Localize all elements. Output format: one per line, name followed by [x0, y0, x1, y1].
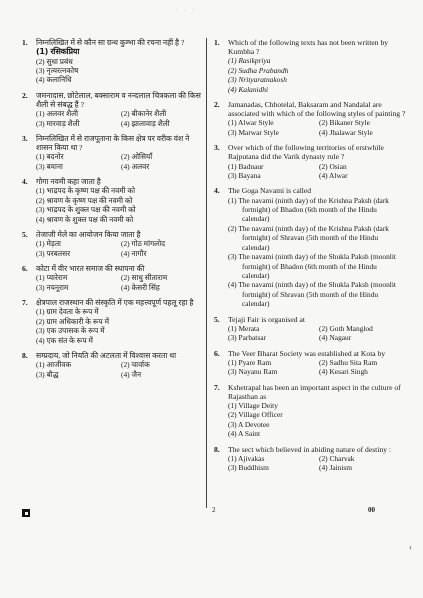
option-2: (2) गोठ मांगलोद	[121, 239, 166, 249]
option-4: (4) जैन	[121, 369, 142, 379]
options	[228, 196, 406, 309]
option-3: (3) मारवाड़ शैली	[36, 118, 80, 128]
booklet-code: 00	[368, 506, 375, 514]
question-text: The Veer Bharat Society was established at Kota by	[228, 348, 386, 358]
question-text: निम्नलिखित में से राजपूताना के किस क्षेत्र पर वरीक वंश ने शासन किया था ?	[36, 134, 190, 153]
option-4: (4) अलवर	[121, 161, 150, 171]
question-number: 7.	[214, 382, 220, 392]
options	[228, 118, 406, 137]
option-3: (3) एक उपासक के रूप में	[36, 326, 105, 336]
question-text: जमनादास, छोटेलाल, बक्साराम व नन्दलाल चित्रकला की किस शैली से संबद्ध हैं ?	[36, 90, 201, 110]
question-number: 4.	[214, 186, 220, 196]
options	[36, 273, 202, 292]
option-2: (2) श्रावण के कृष्ण पक्ष की नवमी को	[36, 195, 133, 205]
option-3: (3) Nayanu Ram	[228, 367, 278, 377]
option-4: (4) Nagaur	[319, 333, 352, 343]
question-text: Over which of the following territories of erstwhile Rajputana did the Varik dynasty rule ?	[228, 143, 384, 162]
question-3-en	[214, 143, 406, 180]
options	[36, 109, 202, 128]
options	[228, 454, 406, 473]
option-1: (1) Merata	[228, 323, 260, 333]
question-number: 8.	[22, 350, 28, 360]
options	[228, 162, 406, 181]
registration-mark-icon	[22, 509, 30, 517]
option-1: (1) प्यारेराम	[36, 273, 68, 283]
question-number: 2.	[22, 90, 28, 100]
question-text: तेजाजी मेले का आयोजन किया जाता है	[36, 230, 141, 240]
question-text: Jamanadas, Chhotelal, Baksaram and Nandalal are associated with which of the following styles of painting ?	[228, 100, 406, 119]
option-1: (1) Alwar Style	[228, 118, 274, 128]
question-number: 7.	[22, 298, 28, 308]
option-4: (4) केसरी सिंह	[121, 282, 160, 292]
option-1: (1) बदनोर	[36, 152, 64, 162]
english-column	[214, 38, 406, 479]
question-number: 1.	[22, 38, 28, 47]
option-4: (4) The navami (ninth day) of the Shukla Paksh (moonlit fortnight) of Shravan (5th month of the Hindu calendar)	[228, 280, 396, 309]
question-4-hi	[22, 177, 202, 224]
options	[36, 307, 202, 345]
question-text: गोगा नवमी कहा जाता है	[36, 177, 101, 187]
question-5-en	[214, 315, 406, 343]
option-2: (2) ग्राम अधिकारी के रूप में	[36, 316, 110, 326]
option-1: (1) मेड़ता	[36, 239, 61, 249]
option-2: (2) ओसियाँ	[121, 152, 153, 162]
question-text: सम्प्रदाय, जो नियति की अटलता में विश्वास करता था	[36, 350, 177, 360]
option-3: (3) नृत्यरत्नकोष	[36, 66, 79, 76]
option-2: (2) Charvak	[319, 453, 355, 463]
options	[36, 47, 202, 85]
option-2: (2) सुधा प्रबंध	[36, 56, 73, 66]
options	[36, 360, 202, 379]
option-3: (3) बयाना	[36, 161, 63, 171]
option-3: (3) परबतसर	[36, 248, 71, 258]
top-marks: · · ·	[175, 6, 197, 15]
question-text: The sect which believed in abiding nature of destiny :	[228, 444, 392, 454]
question-6-hi	[22, 264, 202, 292]
option-2: (2) साधु सीताराम	[121, 273, 168, 283]
option-1: (1) आजीवक	[36, 360, 72, 370]
option-3: (3) Parbatsar	[228, 333, 266, 343]
question-2-hi	[22, 91, 202, 128]
question-7-hi	[22, 298, 202, 345]
option-3: (3) The navami (ninth day) of the Shukla Paksh (moonlit fortnight) of Bhadon (6th month of the Hindu calendar)	[228, 252, 396, 280]
options	[36, 152, 202, 171]
option-4: (4) कलानिधि	[36, 75, 72, 85]
question-2-en	[214, 100, 406, 137]
option-4: (4) झालावाड़ शैली	[121, 118, 170, 128]
question-text: क्षेत्रपाल राजस्थान की संस्कृति में एक महत्त्वपूर्ण पहलू रहा है	[36, 298, 194, 308]
question-number: 6.	[214, 348, 220, 358]
options	[228, 358, 406, 377]
question-text: The Goga Navami is called	[228, 186, 312, 196]
option-4: (4) Kesari Singh	[319, 367, 368, 377]
options	[228, 324, 406, 343]
option-3: (3) Marwar Style	[228, 127, 279, 137]
question-number: 5.	[22, 230, 28, 240]
option-3: (3) Buddhism	[228, 463, 269, 473]
option-2: (2) Osian	[319, 161, 347, 171]
hindi-column	[22, 38, 202, 385]
option-1: (1) Pyare Ram	[228, 357, 272, 367]
options	[36, 239, 202, 258]
option-2: (2) बीकानेर शैली	[121, 109, 167, 119]
question-text: कोटा में वीर भारत समाज की स्थापना की	[36, 264, 145, 274]
option-4: (4) Jhalawar Style	[319, 127, 373, 137]
option-1: (1) Ajivakas	[228, 453, 265, 463]
option-3: (3) Bayana	[228, 171, 261, 181]
option-4: (4) एक संत के रूप में	[36, 335, 93, 345]
page-number: 2	[212, 506, 216, 514]
question-8-en	[214, 445, 406, 473]
option-1: (1) Village Deity	[228, 400, 278, 410]
question-number: 6.	[22, 264, 28, 274]
question-text: Kshetrapal has been an important aspect in the culture of Rajasthan as	[228, 382, 401, 401]
question-5-hi	[22, 230, 202, 258]
option-3: (3) Nrityaratnakosh	[228, 75, 287, 85]
option-3: (3) A Devotee	[228, 419, 270, 429]
options	[228, 401, 406, 439]
question-7-en	[214, 383, 406, 439]
option-2: (2) Bikaner Style	[319, 118, 370, 128]
option-1: (1) Rasikpriya	[228, 56, 271, 66]
question-number: 3.	[214, 143, 220, 153]
option-4: (4) Jainism	[319, 463, 353, 473]
question-number: 1.	[214, 38, 220, 47]
question-8-hi	[22, 351, 202, 379]
question-number: 5.	[214, 314, 220, 324]
option-2: (2) Goth Manglod	[319, 323, 373, 333]
option-3: (3) बौद्ध	[36, 369, 59, 379]
question-1-en	[214, 38, 406, 94]
option-4: (4) A Saint	[228, 429, 261, 439]
option-2: (2) Sudha Prabandh	[228, 65, 289, 75]
question-text: निम्नलिखित में से कौन सा ग्रन्थ कुम्भा की रचना नहीं है ?	[36, 38, 185, 47]
option-1: (1) ग्राम देवता के रूप में	[36, 307, 99, 317]
option-1: (1) रसिकप्रिया	[36, 47, 80, 57]
option-3: (3) नयनूराम	[36, 282, 69, 292]
question-6-en	[214, 349, 406, 377]
option-2: (2) The navami (ninth day) of the Krishna Paksh (dark fortnight) of Shravan (5th month of the Hindu calendar)	[228, 223, 389, 252]
option-4: (4) Kalanidhi	[228, 84, 269, 94]
corner-tick: ‹	[409, 542, 412, 552]
option-4: (4) नागौर	[121, 248, 147, 258]
question-text: Which of the following texts has not been written by Kumbha ?	[228, 38, 389, 57]
question-1-hi	[22, 38, 202, 85]
option-2: (2) Sadhu Sita Ram	[319, 357, 378, 367]
question-number: 8.	[214, 444, 220, 454]
question-number: 3.	[22, 134, 28, 144]
option-1: (1) भाद्रपद के कृष्ण पक्ष की नवमी को	[36, 186, 136, 196]
option-2: (2) चार्वाक	[121, 360, 150, 370]
question-4-en	[214, 186, 406, 308]
options	[228, 56, 406, 94]
question-number: 4.	[22, 177, 28, 187]
question-text: Tejaji Fair is organised at	[228, 314, 305, 324]
question-3-hi	[22, 134, 202, 171]
option-1: (1) Badnaur	[228, 161, 264, 171]
option-1: (1) अलवर शैली	[36, 109, 79, 119]
question-number: 2.	[214, 100, 220, 110]
option-3: (3) भाद्रपद के शुक्ल पक्ष की नवमी को	[36, 205, 136, 215]
options	[36, 186, 202, 224]
option-2: (2) Village Officer	[228, 410, 283, 420]
option-1: (1) The navami (ninth day) of the Krishna Paksh (dark fortnight) of Bhadon (6th month of the Hindu calendar)	[228, 195, 389, 224]
option-4: (4) Alwar	[319, 171, 348, 181]
column-divider	[206, 38, 207, 508]
option-4: (4) श्रावण के शुक्ल पक्ष की नवमी को	[36, 214, 134, 224]
